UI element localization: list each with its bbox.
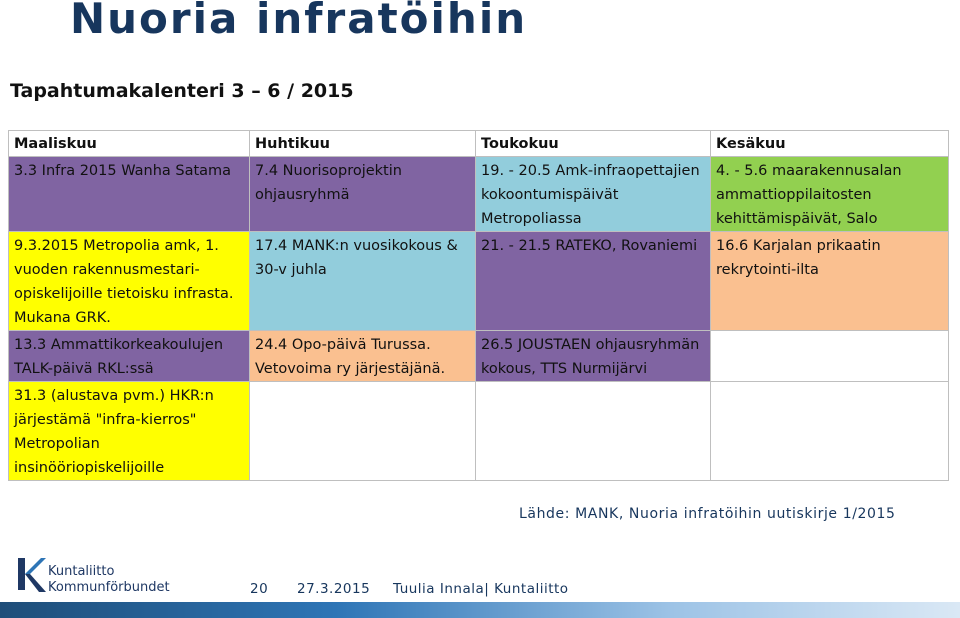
event-cell: 7.4 Nuorisoprojektin ohjausryhmä — [250, 157, 476, 232]
event-cell-empty — [476, 382, 711, 481]
page-number: 20 — [250, 581, 269, 597]
calendar-row — [9, 232, 949, 331]
event-cell: 26.5 JOUSTAEN ohjausryhmän kokous, TTS Nurmijärvi — [476, 331, 711, 382]
event-cell: 9.3.2015 Metropolia amk, 1. vuoden rakennusmestari- opiskelijoille tietoisku infrasta. Mukana GRK. — [9, 232, 250, 331]
footer-color-band — [0, 602, 960, 618]
footer-author: Tuulia Innala| Kuntaliitto — [393, 581, 569, 597]
event-cell: 21. - 21.5 RATEKO, Rovaniemi — [476, 232, 711, 331]
source-note: Lähde: MANK, Nuoria infratöihin uutiskirje 1/2015 — [519, 506, 896, 522]
event-cell: 3.3 Infra 2015 Wanha Satama — [9, 157, 250, 232]
calendar-row — [9, 382, 949, 481]
logo-text: Kuntaliitto Kommunförbundet — [48, 564, 170, 595]
event-cell: 24.4 Opo-päivä Turussa. Vetovoima ry järjestäjänä. — [250, 331, 476, 382]
event-cell-empty — [711, 331, 949, 382]
calendar-header-row — [9, 131, 949, 157]
event-cell-empty — [250, 382, 476, 481]
event-cell-empty — [711, 382, 949, 481]
header-june: Kesäkuu — [711, 131, 949, 157]
event-cell: 13.3 Ammattikorkeakoulujen TALK-päivä RKL:ssä — [9, 331, 250, 382]
calendar-row — [9, 331, 949, 382]
header-may: Toukokuu — [476, 131, 711, 157]
slide-title: Nuoria infratöihin — [70, 0, 528, 43]
event-cell: 17.4 MANK:n vuosikokous & 30-v juhla — [250, 232, 476, 331]
event-cell: 4. - 5.6 maarakennusalan ammattioppilaitosten kehittämispäivät, Salo — [711, 157, 949, 232]
header-march: Maaliskuu — [9, 131, 250, 157]
event-cell: 19. - 20.5 Amk-infraopettajien kokoontumispäivät Metropoliassa — [476, 157, 711, 232]
footer-date: 27.3.2015 — [296, 581, 371, 597]
kuntaliitto-logo-icon — [17, 556, 47, 596]
footer — [250, 581, 569, 597]
event-cell: 31.3 (alustava pvm.) HKR:n järjestämä "infra-kierros" Metropolian insinööriopiskelijoille — [9, 382, 250, 481]
event-cell: 16.6 Karjalan prikaatin rekrytointi-ilta — [711, 232, 949, 331]
event-calendar-table — [8, 130, 948, 481]
header-april: Huhtikuu — [250, 131, 476, 157]
calendar-row — [9, 157, 949, 232]
kuntaliitto-logo — [17, 556, 187, 600]
calendar-subtitle: Tapahtumakalenteri 3 – 6 / 2015 — [10, 80, 354, 102]
